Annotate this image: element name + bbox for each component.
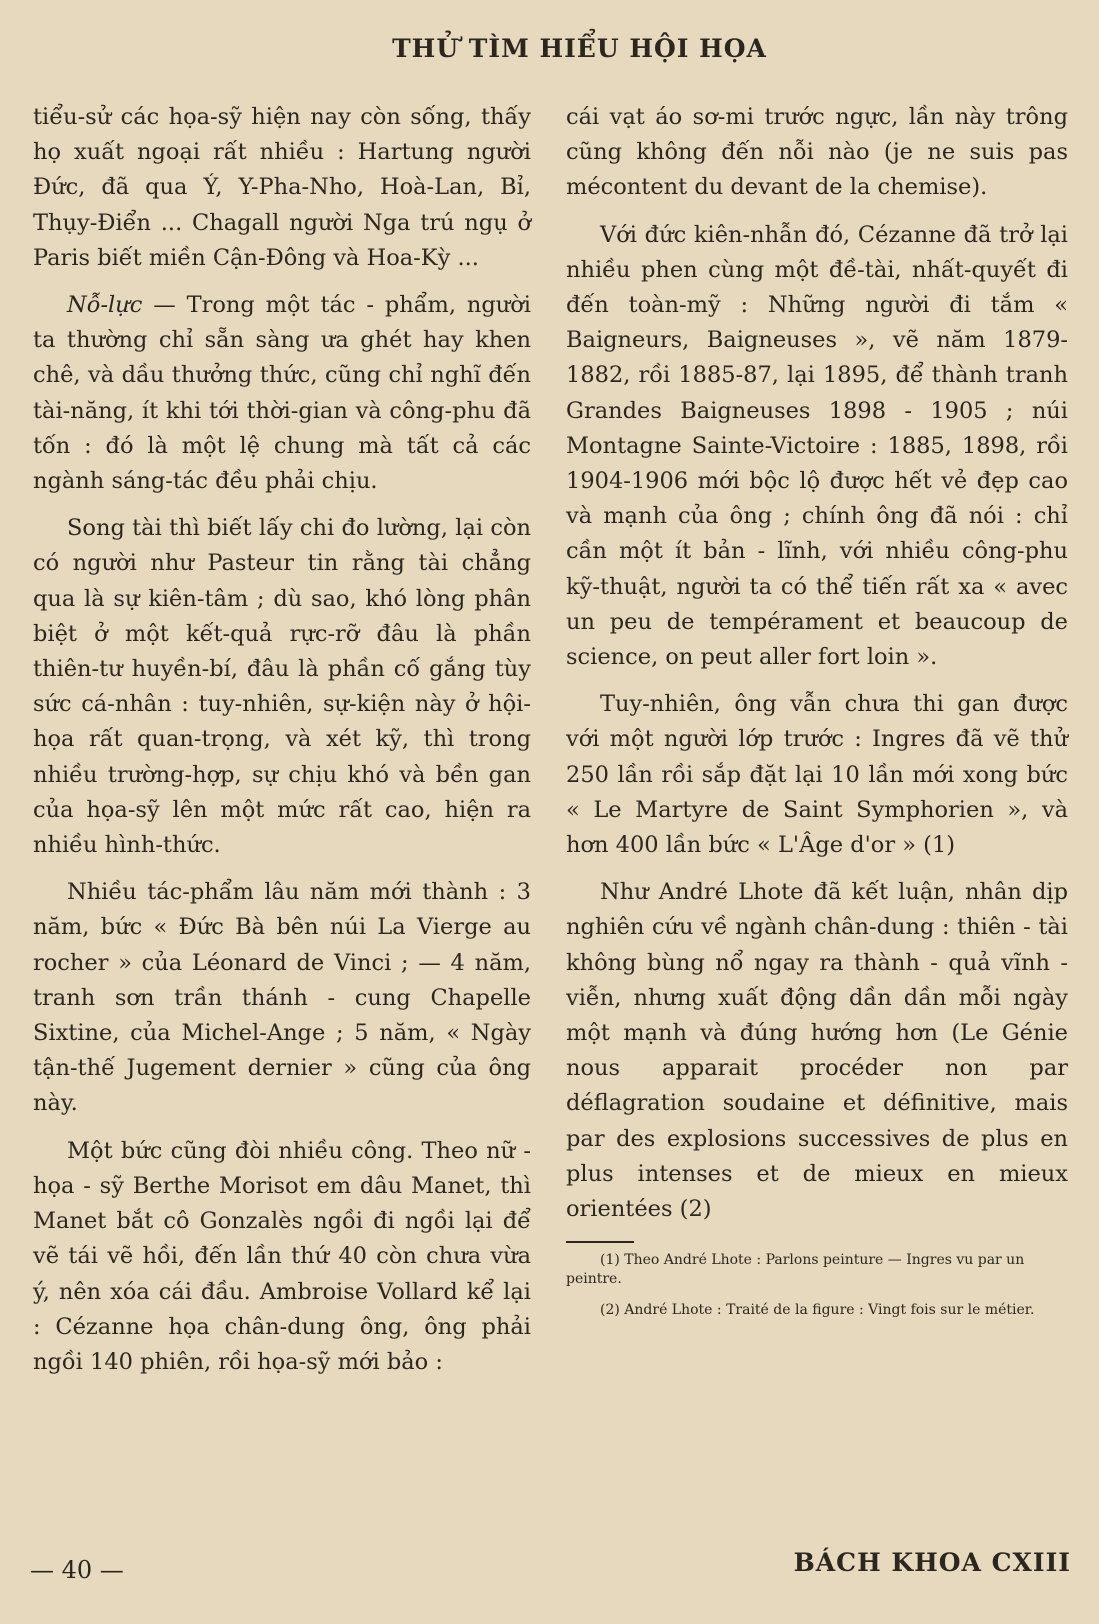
left-paragraph-4: Nhiều tác-phẩm lâu năm mới thành : 3 năm, bức « Đức Bà bên núi La Vierge au rocher » của Léonard de Vinci ; — 4 năm, tranh sơn trần thánh - cung Chapelle Sixtine, của Michel-Ange ; 5 năm, « Ngày tận-thế Jugement dernier » cũng của ông này. <box>33 879 531 1117</box>
footnote-1: (1) Theo André Lhote : Parlons peinture — Ingres vu par un peintre. <box>566 1252 1025 1288</box>
footnote-2: (2) André Lhote : Traité de la figure : Vingt fois sur le métier. <box>600 1302 1035 1319</box>
page-number: — 40 — <box>30 1556 124 1584</box>
left-paragraph-3: Song tài thì biết lấy chi đo lường, lại còn có người như Pasteur tin rằng tài chẳng qua là sự kiên-tâm ; dù sao, khó lòng phân biệt ở một kết-quả rực-rỡ đâu là phần thiên-tư huyền-bí, đâu là phần cố gắng tùy sức cá-nhân : tuy-nhiên, sự-kiện này ở hội-họa rất quan-trọng, và xét kỹ, thì trong nhiều trường-hợp, sự chịu khó và bền gan của họa-sỹ lên một mức rất cao, hiện ra nhiều hình-thức. <box>33 515 531 859</box>
right-paragraph-3: Tuy-nhiên, ông vẫn chưa thi gan được với một người lớp trước : Ingres đã vẽ thử 250 lần rồi sắp đặt lại 10 lần mới xong bức « Le Martyre de Saint Symphorien », và hơn 400 lần bức « L'Âge d'or » (1) <box>566 691 1068 859</box>
section-heading-no-luc: Nỗ-lực <box>67 292 143 319</box>
right-column <box>566 100 1068 1332</box>
right-paragraph-4: Như André Lhote đã kết luận, nhân dịp nghiên cứu về ngành chân-dung : thiên - tài không bùng nổ ngay ra thành - quả vĩnh - viễn, nhưng xuất động dần dần mỗi ngày một mạnh và đúng hướng hơn (Le Génie nous apparait procéder non par déflagration soudaine et définitive, mais par des explosions successives de plus en plus intenses et de mieux en mieux orientées (2) <box>566 879 1068 1223</box>
right-paragraph-1: cái vạt áo sơ-mi trước ngực, lần này trông cũng không đến nỗi nào (je ne suis pas mécontent du devant de la chemise). <box>566 104 1068 201</box>
left-paragraph-2 <box>33 288 531 499</box>
right-paragraph-2: Với đức kiên-nhẫn đó, Cézanne đã trở lại nhiều phen cùng một đề-tài, nhất-quyết đi đến toàn-mỹ : Những người đi tắm « Baigneurs, Baigneuses », vẽ năm 1879-1882, rồi 1885-87, lại 1895, để thành tranh Grandes Baigneuses 1898 - 1905 ; núi Montagne Sainte-Victoire : 1885, 1898, rồi 1904-1906 mới bộc lộ được hết vẻ đẹp cao và mạnh của ông ; chính ông đã nói : chỉ cần một ít bản - lĩnh, với nhiều công-phu kỹ-thuật, người ta có thể tiến rất xa « avec un peu de tempérament et beaucoup de science, on peut aller fort loin ». <box>566 221 1068 671</box>
left-paragraph-2-body: — Trong một tác - phẩm, người ta thường chỉ sẵn sàng ưa ghét hay khen chê, và dầu thưởng thức, cũng chỉ nghĩ đến tài-năng, ít khi tới thời-gian và công-phu đã tốn : đó là một lệ chung mà tất cả các ngành sáng-tác đều phải chịu. <box>33 292 531 495</box>
left-paragraph-5: Một bức cũng đòi nhiều công. Theo nữ - họa - sỹ Berthe Morisot em dâu Manet, thì Manet bắt cô Gonzalès ngồi đi ngồi lại để vẽ tái vẽ hồi, đến lần thứ 40 còn chưa vừa ý, nên xóa cái đầu. Ambroise Vollard kể lại : Cézanne họa chân-dung ông, ông phải ngồi 140 phiên, rồi họa-sỹ mới bảo : <box>33 1137 531 1375</box>
left-paragraph-1: tiểu-sử các họa-sỹ hiện nay còn sống, thấy họ xuất ngoại rất nhiều : Hartung người Đức, đã qua Ý, Y-Pha-Nho, Hoà-Lan, Bỉ, Thụy-Điển ... Chagall người Nga trú ngụ ở Paris biết miền Cận-Đông và Hoa-Kỳ ... <box>33 104 531 271</box>
left-column <box>33 100 531 1380</box>
running-title: THỬ TÌM HIỂU HỘI HỌA <box>392 34 767 63</box>
journal-name: BÁCH KHOA CXIII <box>793 1548 1071 1577</box>
footnote-rule <box>566 1241 634 1243</box>
